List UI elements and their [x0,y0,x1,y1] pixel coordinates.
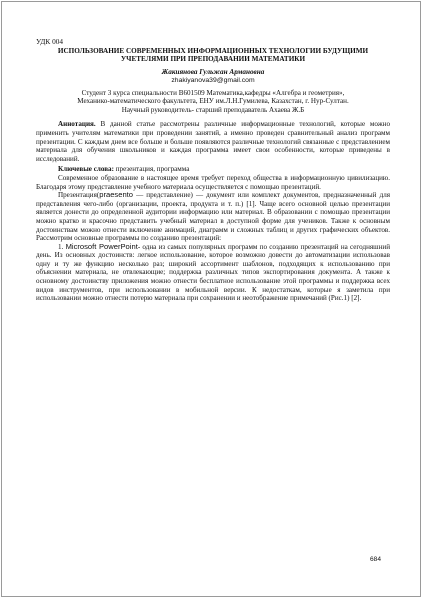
affiliation-line-2: Механико-математического факультета, ЕНУ им.Л.Н.Гумилева, Казахстан, г. Нур-Султан. [77,97,349,106]
latin-term: praesento [99,190,133,200]
article-title: ИСПОЛЬЗОВАНИЕ СОВРЕМЕННЫХ ИНФОРМАЦИОННЫХ ТЕХНОЛОГИИ БУДУЩИМИ УЧЕТЕЛЯМИ ПРИ ПРЕПОДАВАНИИ МАТЕМАТИКИ [57,46,369,63]
page-number: 684 [370,556,382,563]
abstract-paragraph [36,120,390,163]
keywords-text: презентация, программа [113,165,190,174]
keywords-label: Ключевые слова: [58,165,114,174]
body-paragraph-1: Современное образование в настоящее время требует переход общества в информационную цивилизацию. Благодаря этому представление учебного материала осуществляется с помощью презентаций. [36,173,390,191]
body-paragraph-2 [36,191,390,243]
author-email: zhakiyanova39@gmail.com [171,77,255,84]
affiliation-line-3: Научный руководитель- старший преподаватель Ахаева Ж.Б [121,105,305,114]
list-number: 1. [58,242,66,251]
presentation-word: Презентация( [58,191,100,200]
abstract-text: В данной статье рассмотрены различные информационные технологий, которые можно применить учителям математики при проведении занятий, а именно проведен сравнительный анализ программ презентации. С каждым днем все больше и больше появляются различные технологий связанные с представлением материала для обучения школьников и каждая программа имеет свои особенности, которые приведены в исследований. [36,120,390,163]
author-name: Жакиянова Гульжан Армановна [161,68,265,77]
keywords-paragraph [36,165,390,174]
powerpoint-description: - одна из самых популярных программ по созданию презентаций на сегодняшний день. Из основных достоинств: легкое использование, которое возможно довести до автоматизации использовав одну и ту же функцию несколько раз; широкий ассортимент шаблонов, подходящих к использованию при объяснении материала, не отвлекающие; поддержка различных типов экспортирования документа. А также к основному достоинству приложения можно отнести бесплатное использование этой программы и поддержка всех видов инструментов, при использовании в мобильной версии. К недостаткам, которые я заметила при использовании можно отнести потерю материала при сохранении и неотображение примечаний (Рис.1) [2]. [36,242,391,303]
abstract-label: Аннотация. [58,120,96,129]
body-paragraph-3 [36,243,390,303]
app-name: Microsoft PowerPoint [65,241,138,251]
udk-code: УДК 004 [36,37,64,46]
presentation-definition: — представление) — документ или комплект документов, предназначенный для представления чего-либо (организации, проекта, продукта и т. п.) [1]. Чаще всего основной целью презентации является донести до определенной аудитории информацию или материал. В образовании с помощью презентации можно кратко и красочно представить учебный материал в доступной форме для учеников. Также к основным достоинствам можно отнести включение анимаций, диаграмм и сложных таблиц и других графических объектов. Рассмотрим основные программы по созданию презентаций: [36,191,390,243]
document-page [36,38,390,303]
affiliation-line-1: Студент 3 курса специальности В601509 Математика,кафедры «Алгебра и геометрия», [81,88,345,97]
